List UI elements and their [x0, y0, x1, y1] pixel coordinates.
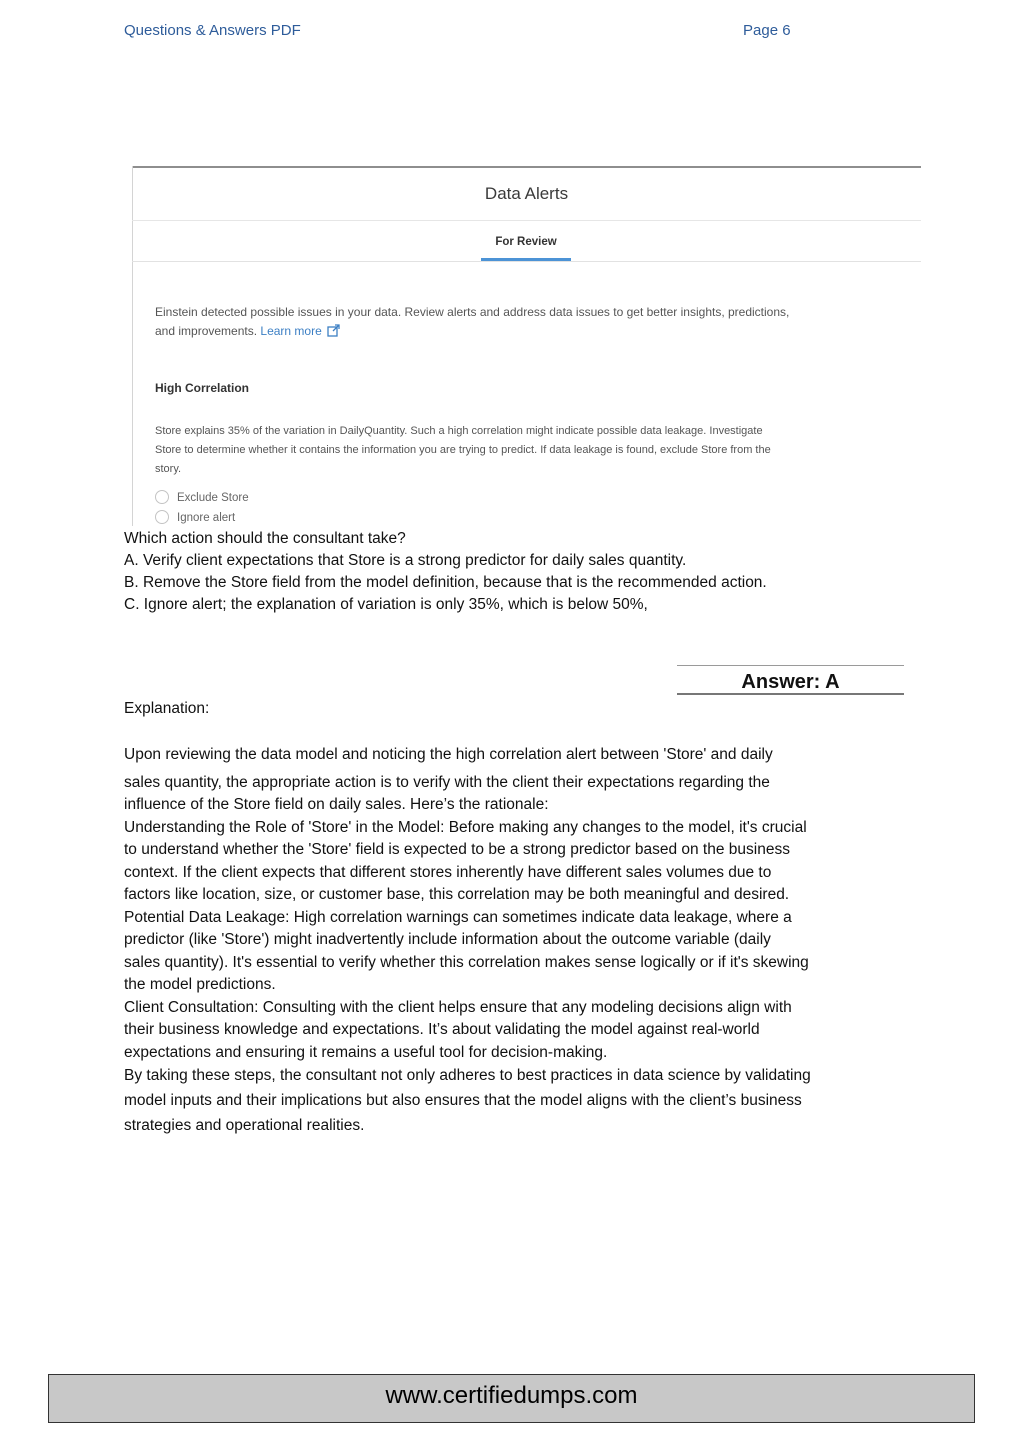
description-line: story.: [155, 463, 182, 475]
page-number: Page 6: [743, 22, 791, 39]
explanation-label: Explanation:: [124, 700, 210, 717]
explanation-line: context. If the client expects that different stores inherently have different sales volumes due to: [124, 864, 772, 881]
divider: [677, 693, 904, 695]
answer-label: Answer: A: [741, 671, 840, 693]
footer-url[interactable]: www.certifiedumps.com: [385, 1382, 638, 1409]
explanation-line: strategies and operational realities.: [124, 1117, 365, 1134]
section-heading: High Correlation: [155, 381, 250, 395]
divider: [132, 261, 921, 262]
explanation-line: sales quantity). It's essential to verify whether this correlation makes sense logically or if it's skewing: [124, 954, 809, 971]
data-alerts-title: Data Alerts: [484, 184, 569, 203]
intro-line-2: [155, 322, 895, 341]
explanation-line: the model predictions.: [124, 976, 276, 993]
header-title: Questions & Answers PDF: [124, 22, 301, 39]
explanation-line: to understand whether the 'Store' field is expected to be a strong predictor based on the business: [124, 841, 790, 858]
explanation-line: expectations and ensuring it remains a useful tool for decision-making.: [124, 1044, 608, 1061]
question-prompt: Which action should the consultant take?: [124, 530, 406, 547]
external-link-icon: [327, 324, 340, 337]
explanation-line: sales quantity, the appropriate action is to verify with the client their expectations regarding the: [124, 774, 770, 791]
data-alerts-screenshot: [132, 166, 921, 526]
explanation-line: factors like location, size, or customer base, this correlation may be both meaningful and desired.: [124, 886, 790, 903]
footer-banner: [48, 1374, 975, 1423]
intro-line: and improvements.: [155, 324, 258, 338]
option-label: Exclude Store: [177, 492, 249, 504]
explanation-line: influence of the Store field on daily sales. Here’s the rationale:: [124, 796, 549, 813]
explanation-line: Client Consultation: Consulting with the client helps ensure that any modeling decisions align with: [124, 999, 792, 1016]
description-line: Store to determine whether it contains the information you are trying to predict. If data leakage is found, exclude Store from the: [155, 444, 771, 456]
option-b: B. Remove the Store field from the model definition, because that is the recommended action.: [124, 574, 767, 591]
divider: [677, 665, 904, 666]
explanation-line: Potential Data Leakage: High correlation warnings can sometimes indicate data leakage, where a: [124, 909, 792, 926]
description-line: Store explains 35% of the variation in DailyQuantity. Such a high correlation might indicate possible data leakage. Investigate: [155, 425, 763, 437]
intro-line: Einstein detected possible issues in your data. Review alerts and address data issues to get better insights, predictions,: [155, 305, 790, 319]
divider: [132, 220, 921, 221]
option-c: C. Ignore alert; the explanation of variation is only 35%, which is below 50%,: [124, 596, 648, 613]
option-label: Ignore alert: [177, 512, 236, 524]
explanation-line: predictor (like 'Store') might inadvertently include information about the outcome variable (daily: [124, 931, 771, 948]
option-a: A. Verify client expectations that Store is a strong predictor for daily sales quantity.: [124, 552, 687, 569]
explanation-line: By taking these steps, the consultant not only adheres to best practices in data science by validating: [124, 1067, 811, 1084]
alert-description: [155, 422, 895, 479]
explanation-line: Understanding the Role of 'Store' in the Model: Before making any changes to the model, it's crucial: [124, 819, 807, 836]
radio-button[interactable]: [155, 490, 169, 504]
learn-more-link[interactable]: Learn more: [260, 324, 322, 338]
explanation-line: Upon reviewing the data model and noticing the high correlation alert between 'Store' and daily: [124, 746, 773, 763]
radio-button[interactable]: [155, 510, 169, 524]
option-ignore-alert[interactable]: [155, 510, 235, 524]
option-exclude-store[interactable]: [155, 490, 249, 504]
explanation-line: their business knowledge and expectations. It’s about validating the model against real-world: [124, 1021, 760, 1038]
divider: [132, 166, 921, 168]
explanation-line: model inputs and their implications but also ensures that the model aligns with the client’s business: [124, 1092, 802, 1109]
alert-intro: [155, 303, 895, 341]
tab-for-review[interactable]: For Review: [495, 236, 557, 248]
